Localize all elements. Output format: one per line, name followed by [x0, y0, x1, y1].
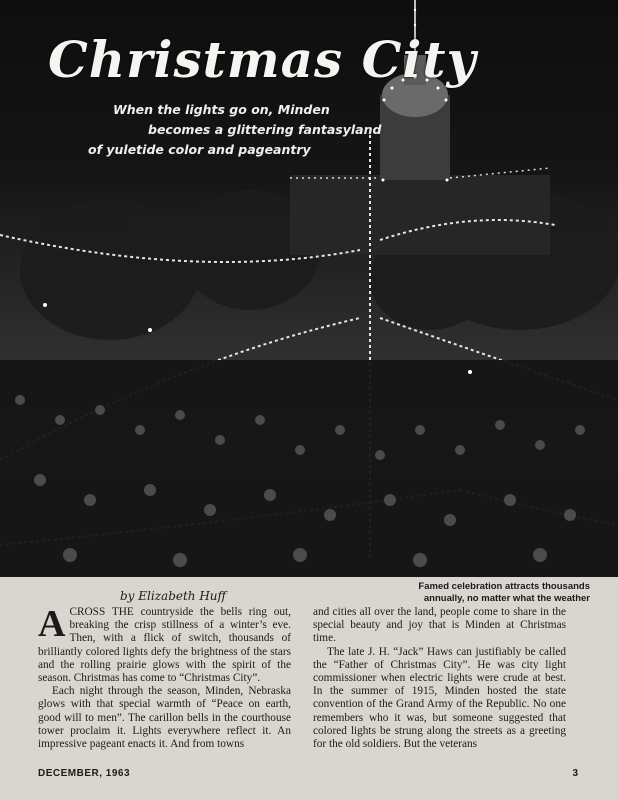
- caption-line-1: Famed celebration attracts thousands: [418, 581, 590, 592]
- byline: by Elizabeth Huff: [120, 589, 227, 603]
- subtitle-line-1: When the lights go on, Minden: [113, 102, 330, 117]
- paragraph: Each night through the season, Minden, Nebraska glows with that special warmth of “Peace on earth, good will to men”. The carillon bells in the courthouse tower proclaim it. Lights everywhere reflect it. An impressive pageant enacts it. And from towns: [38, 685, 291, 751]
- paragraph: and cities all over the land, people come to share in the special beauty and joy that is Minden at Christmas time.: [313, 606, 566, 645]
- drop-cap: A: [38, 603, 66, 645]
- subtitle-line-3: of yuletide color and pageantry: [88, 142, 311, 157]
- paragraph: [38, 603, 291, 685]
- subtitle-line-2: becomes a glittering fantasyland: [148, 122, 382, 137]
- issue-date: DECEMBER, 1963: [38, 768, 131, 779]
- article-column-1: [38, 603, 291, 751]
- photo-caption: [360, 581, 590, 605]
- caption-line-2: annually, no matter what the weather: [423, 593, 590, 604]
- page-number: 3: [572, 768, 578, 779]
- paragraph: The late J. H. “Jack” Haws can justifiably be called the “Father of Christmas City”. He was city light commissioner when electric lights were crude at best. In the summer of 1915, Minden hosted the state convention of the Grand Army of the Republic. No one remembers who it was, but someone suggested that colored lights be strung along the streets as a greeting for the old soldiers. But the veterans: [313, 645, 566, 751]
- article-title: Christmas City: [48, 30, 477, 89]
- article-column-2: [313, 606, 566, 751]
- paragraph-text: CROSS THE countryside the bells ring out, breaking the crisp stillness of a winter’s eve. Then, with a flick of switch, thousands of brilliantly colored lights defy the brightness of the stars and the rolling prairie glows with the spirit of the season. Christmas has come to “Christmas City”.: [38, 606, 291, 685]
